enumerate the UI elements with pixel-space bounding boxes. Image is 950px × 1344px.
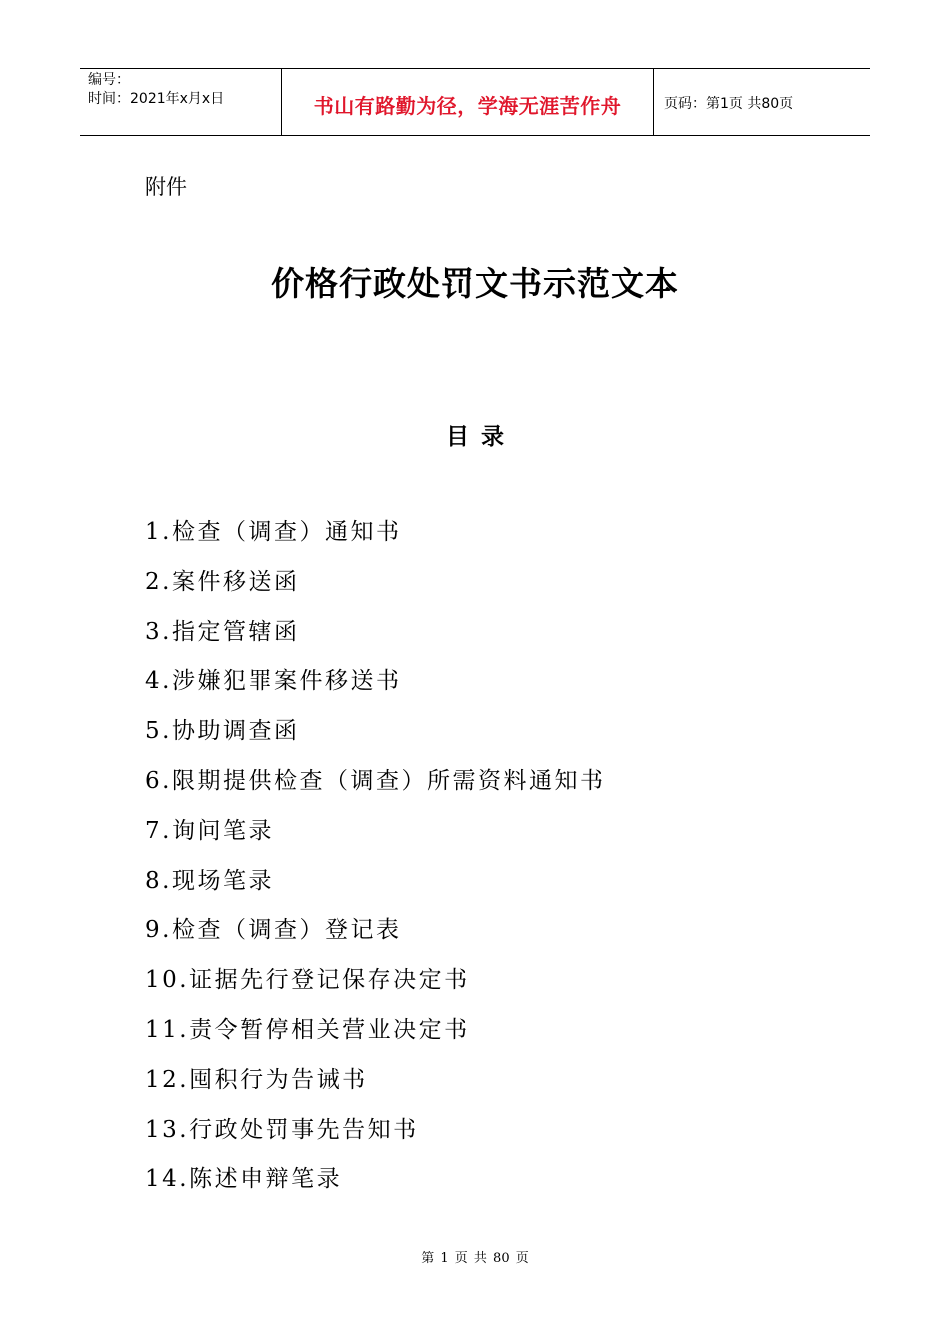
toc-item: 10.证据先行登记保存决定书: [145, 967, 470, 994]
toc-item: 7.询问笔录: [145, 817, 274, 844]
header-meta: [80, 69, 282, 135]
toc-list: [145, 512, 605, 1209]
toc-item: 11.责令暂停相关营业决定书: [145, 1016, 470, 1043]
toc-item: 13.行政处罚事先告知书: [145, 1116, 419, 1143]
toc-item: 5.协助调查函: [145, 718, 300, 745]
document-title: 价格行政处罚文书示范文本: [271, 264, 679, 303]
toc-item: 2.案件移送函: [145, 568, 300, 595]
toc-item: 1.检查（调查）通知书: [145, 519, 402, 545]
toc-item: 9.检查（调查）登记表: [145, 917, 402, 944]
toc-item: 3.指定管辖函: [145, 618, 300, 645]
toc-item: 8.现场笔录: [145, 867, 274, 894]
toc-item: 6.限期提供检查（调查）所需资料通知书: [145, 767, 606, 794]
toc-item: 14.陈述申辩笔录: [145, 1166, 343, 1193]
page-footer: 第 1 页 共 80 页: [421, 1251, 529, 1266]
serial-label: 编号：: [88, 72, 130, 88]
header-motto: 书山有路勤为径，学海无涯苦作舟: [282, 69, 654, 135]
header-page-info: 页码：第1页 共80页: [664, 96, 794, 112]
page-header: [80, 68, 870, 136]
toc-item: 12.囤积行为告诫书: [145, 1066, 368, 1093]
toc-heading: 目录: [446, 423, 516, 450]
toc-item: 4.涉嫌犯罪案件移送书: [145, 668, 402, 695]
attachment-label: 附件: [145, 175, 187, 199]
date-line: 时间：2021年x月x日: [88, 91, 225, 107]
